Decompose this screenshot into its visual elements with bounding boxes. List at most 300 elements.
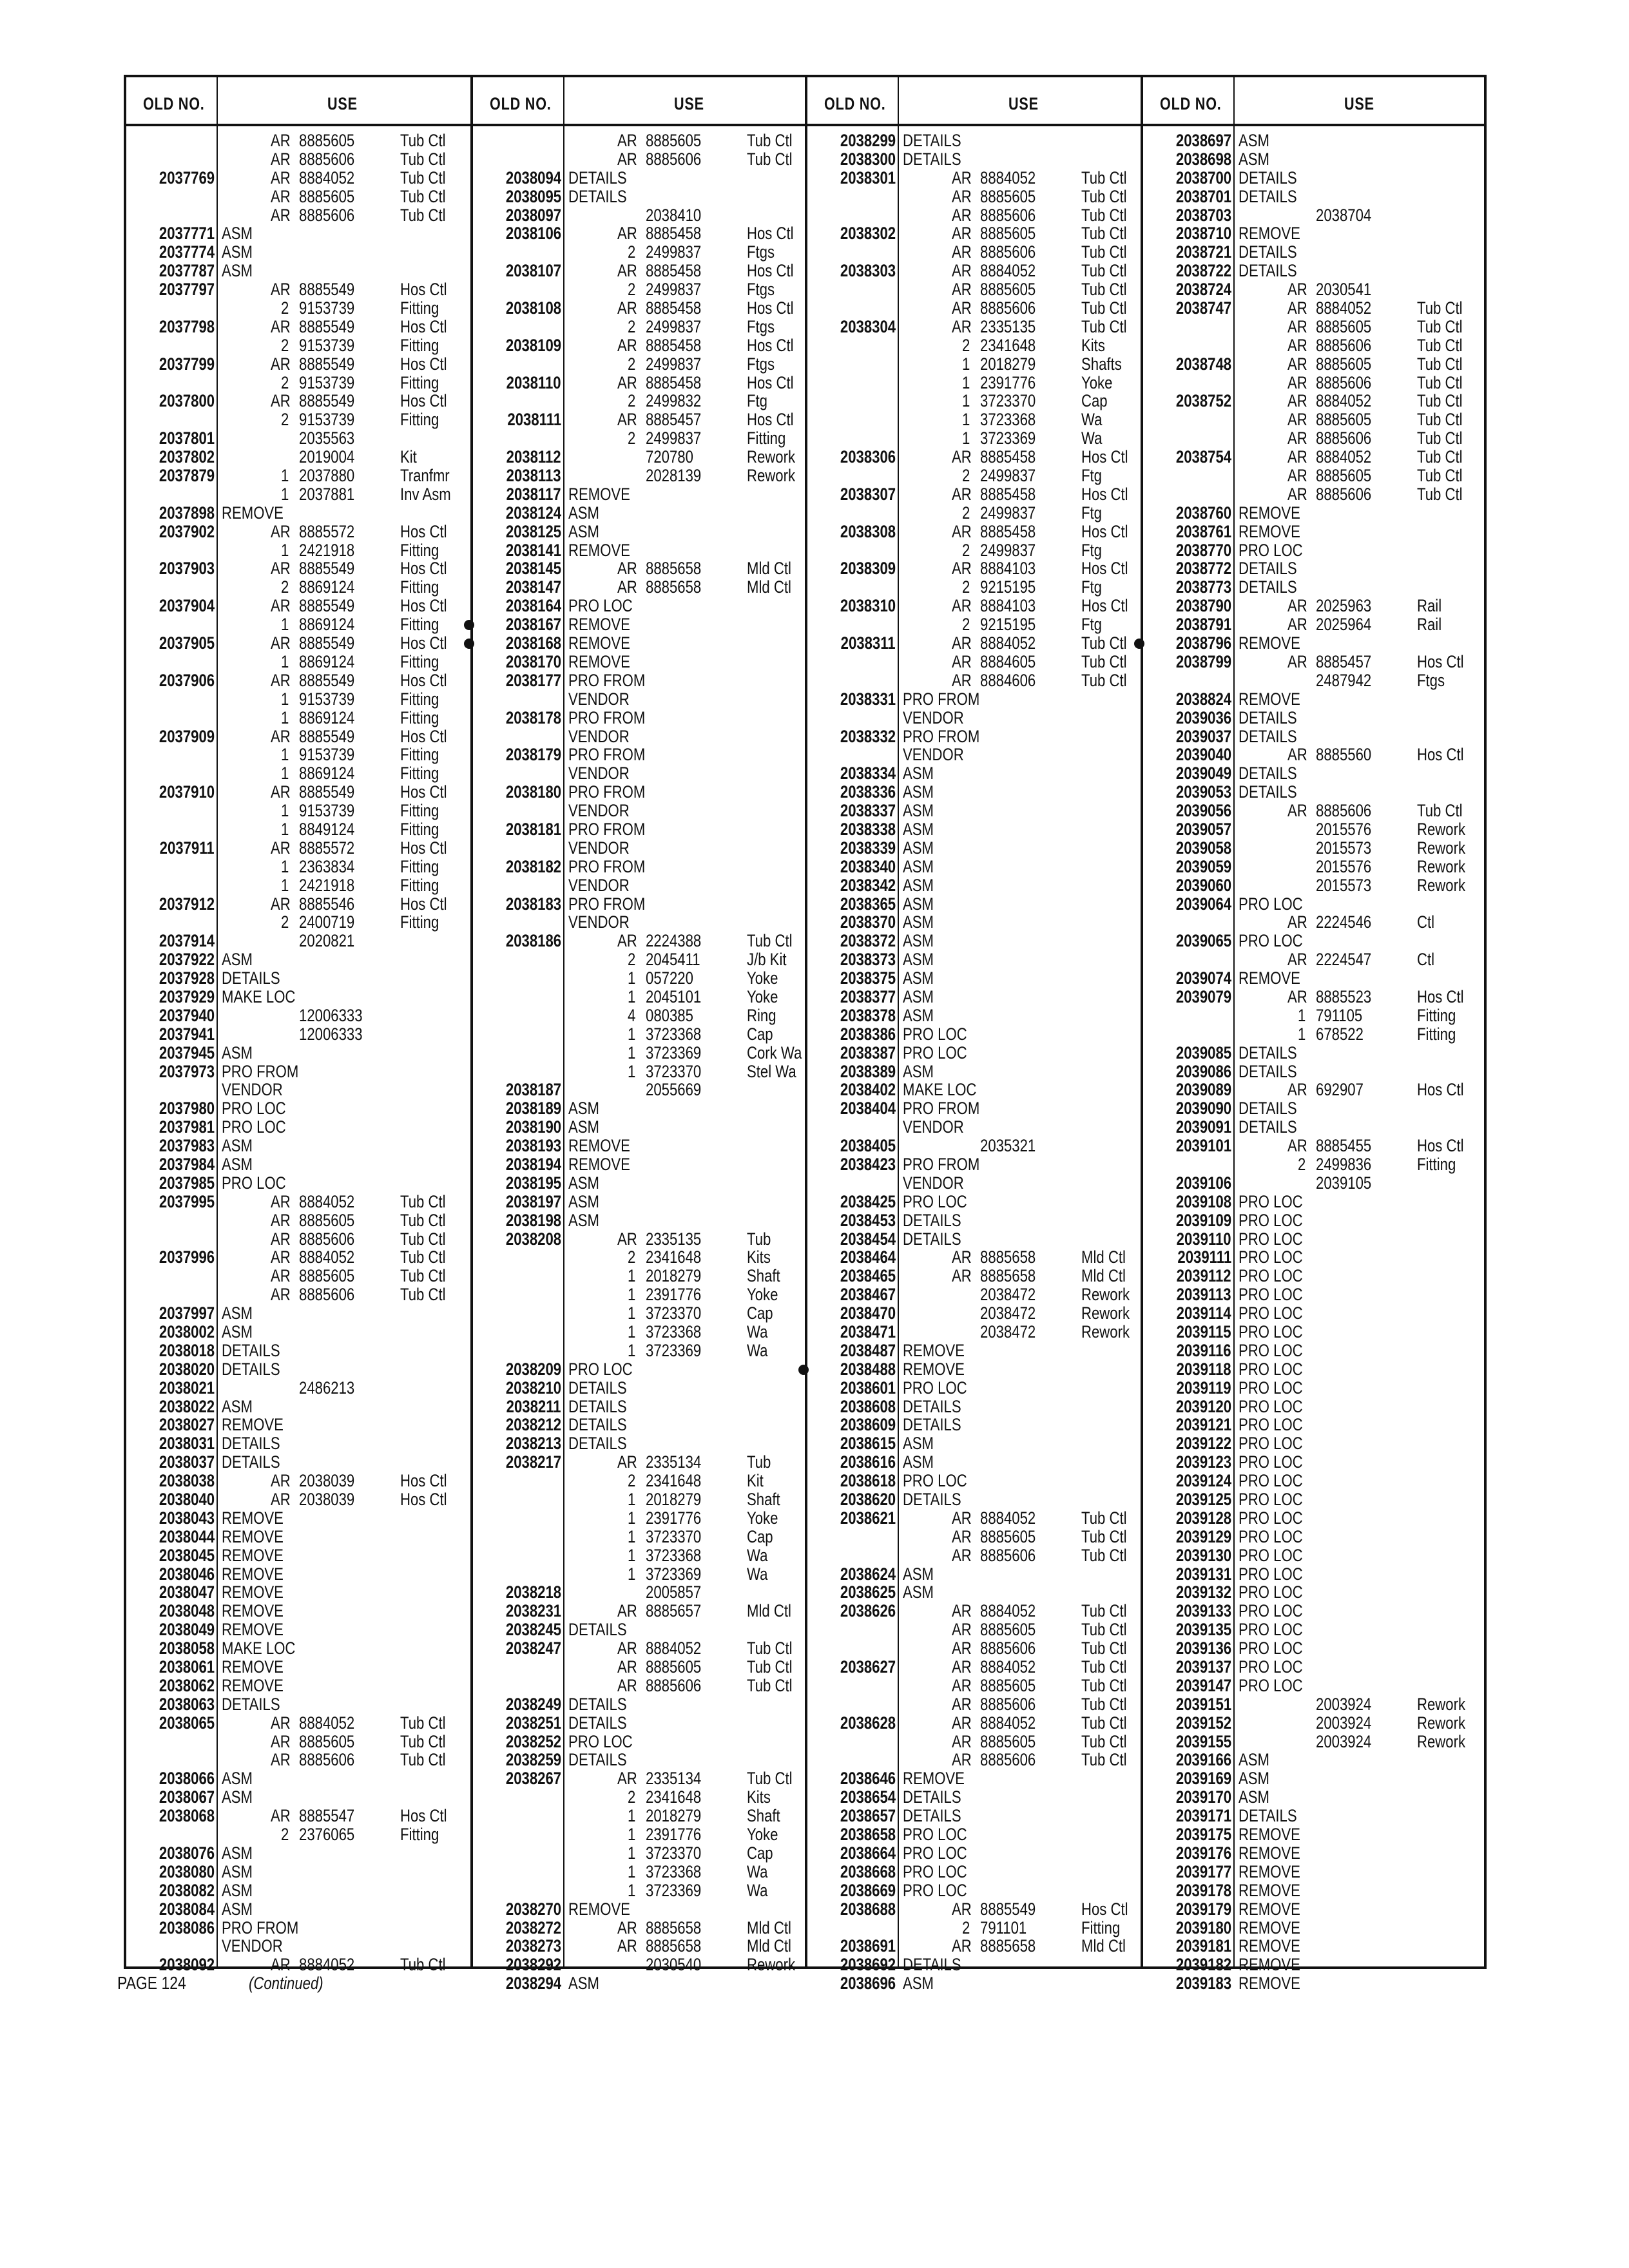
old-number: 2038703 — [1175, 205, 1231, 225]
old-number: 2038193 — [505, 1136, 561, 1156]
table-row — [1143, 578, 1487, 597]
part-description: Wa — [1081, 428, 1103, 448]
status-note: PRO LOC — [903, 1191, 967, 1211]
table-row — [807, 1304, 1143, 1323]
status-note: DETAILS — [903, 1396, 961, 1416]
table-row — [1143, 523, 1487, 541]
table-row — [1143, 1974, 1487, 1993]
table-row — [473, 374, 807, 392]
old-number: 2038092 — [159, 1955, 215, 1975]
new-part-number: 2037881 — [299, 484, 355, 504]
table-row — [126, 1956, 473, 1974]
table-row — [807, 1137, 1143, 1155]
old-number: 2037879 — [159, 466, 215, 486]
new-part-number: 8849124 — [299, 819, 355, 839]
status-note: DETAILS — [222, 968, 280, 988]
new-part-number: 8885605 — [646, 131, 702, 150]
table-row — [473, 932, 807, 950]
table-row — [807, 1490, 1143, 1509]
status-note: ASM — [903, 1564, 934, 1584]
old-number: 2038692 — [840, 1955, 896, 1975]
table-row — [1143, 1919, 1487, 1937]
table-row — [807, 1695, 1143, 1714]
part-description: Hos Ctl — [400, 521, 447, 541]
old-number: 2038218 — [505, 1582, 561, 1602]
table-row — [126, 1900, 473, 1919]
quantity: 1 — [628, 1825, 636, 1845]
quantity: 2 — [628, 1471, 636, 1491]
old-number: 2038147 — [505, 577, 561, 597]
old-number: 2038067 — [159, 1787, 215, 1807]
table-row — [1143, 1546, 1487, 1565]
table-row — [473, 1565, 807, 1584]
table-row — [1143, 1323, 1487, 1341]
old-number: 2038601 — [840, 1378, 896, 1398]
table-row — [126, 355, 473, 374]
table-row — [807, 709, 1143, 727]
old-number: 2038002 — [159, 1322, 215, 1341]
table-row — [807, 1602, 1143, 1620]
table-row — [473, 913, 807, 932]
table-row — [807, 1472, 1143, 1490]
table-row — [1143, 1751, 1487, 1769]
old-number: 2038304 — [840, 316, 896, 336]
new-part-number: 8885605 — [1316, 410, 1372, 430]
quantity: AR — [952, 521, 972, 541]
new-part-number: 2038472 — [980, 1303, 1036, 1323]
part-description: Hos Ctl — [747, 410, 794, 430]
table-row — [473, 1434, 807, 1453]
quantity: AR — [271, 838, 291, 858]
new-part-number: 2018279 — [646, 1490, 702, 1510]
status-note: DETAILS — [1239, 764, 1297, 783]
old-number: 2038231 — [505, 1601, 561, 1621]
status-note: ASM — [568, 521, 599, 541]
quantity: 2 — [962, 466, 970, 486]
table-row — [807, 1974, 1143, 1993]
table-row — [473, 1714, 807, 1733]
new-part-number: 2224547 — [1316, 950, 1372, 970]
part-description: Hos Ctl — [400, 559, 447, 579]
old-number: 2038307 — [840, 484, 896, 504]
new-part-number: 8885549 — [299, 726, 355, 746]
table-row — [473, 1509, 807, 1528]
status-note: ASM — [222, 242, 253, 262]
part-description: Fitting — [400, 745, 439, 765]
table-row — [126, 969, 473, 988]
table-row — [1143, 1081, 1487, 1099]
quantity: AR — [271, 894, 291, 914]
old-number: 2038302 — [840, 224, 896, 244]
old-number: 2038373 — [840, 950, 896, 970]
quantity: 1 — [281, 745, 289, 765]
table-row — [473, 1844, 807, 1863]
old-number: 2038488 — [840, 1359, 896, 1379]
status-note: ASM — [222, 1769, 253, 1789]
part-description: Tub Ctl — [400, 1210, 446, 1230]
old-number: 2038308 — [840, 521, 896, 541]
new-part-number: 8885658 — [980, 1936, 1036, 1956]
table-row — [473, 578, 807, 597]
status-note: DETAILS — [222, 1340, 280, 1360]
part-description: Shaft — [747, 1266, 780, 1286]
table-row — [126, 1398, 473, 1416]
old-number: 2038696 — [840, 1974, 896, 1994]
status-note: PRO LOC — [1239, 1601, 1303, 1621]
table-row — [126, 1714, 473, 1733]
part-description: Hos Ctl — [400, 280, 447, 300]
status-note: ASM — [222, 1303, 253, 1323]
status-note: VENDOR — [222, 1936, 283, 1956]
new-part-number: 8869124 — [299, 651, 355, 671]
table-row — [1143, 1769, 1487, 1788]
new-part-number: 8885606 — [1316, 372, 1372, 392]
old-number: 2039180 — [1175, 1917, 1231, 1937]
status-note: PRO LOC — [1239, 1210, 1303, 1230]
table-row — [807, 1006, 1143, 1025]
status-note: PRO LOC — [1239, 1657, 1303, 1677]
table-row — [126, 262, 473, 280]
old-number: 2038179 — [505, 745, 561, 765]
table-row — [1143, 1900, 1487, 1919]
quantity: AR — [1287, 372, 1307, 392]
old-number: 2037996 — [159, 1247, 215, 1267]
status-note: ASM — [903, 894, 934, 914]
old-number: 2039182 — [1175, 1955, 1231, 1975]
quantity: 1 — [1298, 1024, 1306, 1044]
new-part-number: 8885606 — [646, 1675, 702, 1695]
new-part-number: 8885457 — [1316, 651, 1372, 671]
new-part-number: 8884103 — [980, 559, 1036, 579]
status-note: REMOVE — [903, 1769, 965, 1789]
table-row — [126, 820, 473, 839]
table-row — [126, 504, 473, 523]
quantity: 1 — [628, 1545, 636, 1565]
quantity: AR — [271, 186, 291, 206]
table-row — [473, 1602, 807, 1620]
table-row — [473, 1863, 807, 1881]
table-row — [473, 131, 807, 150]
part-description: Tub Ctl — [400, 131, 446, 150]
table-row — [807, 280, 1143, 299]
table-row — [473, 597, 807, 615]
status-note: PRO LOC — [1239, 894, 1303, 914]
old-number: 2038342 — [840, 875, 896, 895]
status-note: VENDOR — [903, 707, 964, 727]
part-description: Fitting — [400, 615, 439, 635]
table-row — [807, 802, 1143, 820]
table-row — [1143, 1881, 1487, 1900]
table-row — [807, 578, 1143, 597]
quantity: 1 — [628, 1806, 636, 1826]
table-row — [1143, 1155, 1487, 1174]
table-row — [126, 1081, 473, 1099]
new-part-number: 8884052 — [980, 1713, 1036, 1733]
old-number: 2039090 — [1175, 1099, 1231, 1119]
old-number: 2038621 — [840, 1508, 896, 1528]
new-part-number: 2499837 — [980, 540, 1036, 560]
quantity: 1 — [281, 689, 289, 709]
quantity: 1 — [628, 1043, 636, 1062]
new-part-number: 2028139 — [646, 466, 702, 486]
table-row — [1143, 1472, 1487, 1490]
bullet-icon — [1134, 639, 1144, 649]
part-description: Shaft — [747, 1490, 780, 1510]
part-description: Cap — [747, 1843, 773, 1863]
old-number: 2038294 — [505, 1974, 561, 1994]
table-row — [1143, 709, 1487, 727]
quantity: 2 — [281, 1825, 289, 1845]
status-note: REMOVE — [903, 1340, 965, 1360]
table-row — [473, 1416, 807, 1434]
new-part-number: 8885657 — [646, 1601, 702, 1621]
new-part-number: 2499837 — [646, 316, 702, 336]
old-number: 2037801 — [159, 428, 215, 448]
part-description: Ftg — [1081, 540, 1102, 560]
table-row — [473, 1118, 807, 1137]
quantity: AR — [1287, 391, 1307, 411]
quantity: 1 — [628, 1322, 636, 1341]
table-row — [473, 559, 807, 578]
table-row — [126, 280, 473, 299]
table-row — [1143, 1434, 1487, 1453]
new-part-number: 8885549 — [299, 670, 355, 690]
table-row — [473, 1937, 807, 1956]
table-row — [126, 1769, 473, 1788]
old-number: 2038178 — [505, 707, 561, 727]
quantity: 1 — [281, 819, 289, 839]
status-note: PRO LOC — [903, 1043, 967, 1062]
old-number: 2038084 — [159, 1899, 215, 1919]
old-number: 2039128 — [1175, 1508, 1231, 1528]
old-number: 2039106 — [1175, 1173, 1231, 1193]
old-number: 2038365 — [840, 894, 896, 914]
new-part-number: 8885523 — [1316, 986, 1372, 1006]
table-row — [1143, 1528, 1487, 1546]
old-number: 2037898 — [159, 503, 215, 523]
table-row — [1143, 187, 1487, 206]
table-row — [807, 634, 1143, 653]
old-number: 2039129 — [1175, 1526, 1231, 1546]
new-part-number: 8885549 — [299, 782, 355, 802]
table-row — [126, 1919, 473, 1937]
table-row — [473, 1304, 807, 1323]
new-part-number: 8885457 — [646, 410, 702, 430]
part-description: Tub Ctl — [1081, 633, 1127, 653]
table-row — [473, 1583, 807, 1602]
quantity: AR — [1287, 801, 1307, 821]
old-number: 2037902 — [159, 521, 215, 541]
table-row — [126, 374, 473, 392]
status-note: REMOVE — [568, 1154, 630, 1174]
table-row — [807, 1677, 1143, 1695]
table-row — [126, 1639, 473, 1658]
old-number: 2038068 — [159, 1806, 215, 1826]
table-row — [807, 1081, 1143, 1099]
quantity: 2 — [628, 391, 636, 411]
part-description: Hos Ctl — [400, 354, 447, 374]
old-number: 2038021 — [159, 1378, 215, 1398]
new-part-number: 8884605 — [980, 651, 1036, 671]
new-part-number: 8885458 — [646, 298, 702, 318]
part-description: Tub Ctl — [400, 1731, 446, 1751]
table-row — [473, 1025, 807, 1044]
new-part-number: 2038039 — [299, 1471, 355, 1491]
new-part-number: 2335135 — [646, 1229, 702, 1249]
quantity: 2 — [962, 577, 970, 597]
old-number: 2038423 — [840, 1154, 896, 1174]
old-number: 2039114 — [1177, 1303, 1231, 1323]
part-description: Tub — [747, 1452, 771, 1472]
quantity: AR — [952, 1731, 972, 1751]
status-note: MAKE LOC — [222, 1639, 296, 1658]
table-row — [807, 559, 1143, 578]
new-part-number: 2038410 — [646, 205, 702, 225]
old-number: 2039085 — [1175, 1043, 1231, 1062]
part-description: Tub Ctl — [1417, 354, 1463, 374]
table-row — [807, 839, 1143, 858]
quantity: AR — [952, 205, 972, 225]
new-part-number: 8884103 — [980, 596, 1036, 616]
table-row — [473, 355, 807, 374]
status-note: PRO LOC — [1239, 1247, 1303, 1267]
new-part-number: 8885458 — [646, 224, 702, 244]
table-row — [807, 969, 1143, 988]
old-number: 2038108 — [505, 298, 561, 318]
status-note: REMOVE — [568, 1136, 630, 1156]
table-row — [807, 1583, 1143, 1602]
old-number: 2038310 — [840, 596, 896, 616]
status-note: DETAILS — [1239, 707, 1297, 727]
part-description: Tub Ctl — [1081, 1713, 1127, 1733]
new-part-number: 8885605 — [1316, 466, 1372, 486]
old-number: 2039057 — [1175, 819, 1231, 839]
status-note: PRO LOC — [1239, 1396, 1303, 1416]
part-description: Tub Ctl — [400, 186, 446, 206]
part-description: J/b Kit — [747, 950, 787, 970]
quantity: AR — [271, 1191, 291, 1211]
status-note: PRO LOC — [1239, 1303, 1303, 1323]
old-number: 2037983 — [159, 1136, 215, 1156]
table-row — [126, 745, 473, 764]
old-number: 2039115 — [1177, 1322, 1231, 1341]
new-part-number: 2499837 — [980, 503, 1036, 523]
status-note: PRO FROM — [568, 670, 646, 690]
old-number: 2038247 — [505, 1639, 561, 1658]
part-description: Hos Ctl — [1417, 745, 1464, 765]
quantity: AR — [271, 1247, 291, 1267]
table-row — [473, 1528, 807, 1546]
status-note: REMOVE — [903, 1359, 965, 1379]
status-note: PRO LOC — [1239, 1582, 1303, 1602]
old-number: 2037800 — [159, 391, 215, 411]
table-row — [807, 1807, 1143, 1825]
new-part-number: 8885606 — [299, 1285, 355, 1305]
quantity: AR — [271, 521, 291, 541]
header-use: USE — [1008, 94, 1039, 113]
part-description: Hos Ctl — [747, 335, 794, 355]
table-row — [1143, 169, 1487, 187]
table-row — [126, 988, 473, 1006]
part-description: Tub Ctl — [1081, 1508, 1127, 1528]
quantity: AR — [952, 1675, 972, 1695]
table-row — [807, 1211, 1143, 1230]
part-description: Rework — [1081, 1285, 1130, 1305]
old-number: 2038198 — [505, 1210, 561, 1230]
status-note: ASM — [568, 1117, 599, 1137]
status-note: DETAILS — [1239, 577, 1297, 597]
table-row — [126, 1788, 473, 1807]
table-row — [807, 1733, 1143, 1751]
quantity: AR — [271, 1471, 291, 1491]
old-number: 2038389 — [840, 1061, 896, 1081]
part-description: Fitting — [400, 298, 439, 318]
quantity: 1 — [281, 764, 289, 783]
table-row — [473, 392, 807, 410]
status-note: PRO FROM — [568, 745, 646, 765]
part-description: Hos Ctl — [747, 261, 794, 281]
table-row — [473, 690, 807, 709]
old-number: 2038700 — [1175, 168, 1231, 187]
status-note: PRO LOC — [903, 1471, 967, 1491]
table-row — [473, 1341, 807, 1360]
table-row — [126, 1863, 473, 1881]
old-number: 2037981 — [159, 1117, 215, 1137]
table-row — [126, 1565, 473, 1584]
quantity: 1 — [628, 986, 636, 1006]
new-part-number: 2224546 — [1316, 912, 1372, 932]
new-part-number: 8884606 — [980, 670, 1036, 690]
table-row — [1143, 671, 1487, 690]
status-note: PRO LOC — [903, 1880, 967, 1900]
table-row — [1143, 504, 1487, 523]
status-note: DETAILS — [903, 1210, 961, 1230]
status-note: VENDOR — [568, 689, 630, 709]
part-description: Fitting — [1417, 1024, 1456, 1044]
new-part-number: 8885658 — [646, 559, 702, 579]
quantity: 1 — [628, 1285, 636, 1305]
status-note: PRO LOC — [222, 1117, 286, 1137]
table-row — [807, 169, 1143, 187]
quantity: AR — [1287, 950, 1307, 970]
old-number: 2038145 — [505, 559, 561, 579]
old-number: 2038668 — [840, 1861, 896, 1881]
quantity: AR — [617, 149, 637, 169]
table-row — [473, 709, 807, 727]
part-description: Hos Ctl — [1081, 521, 1128, 541]
part-description: Fitting — [747, 428, 786, 448]
status-note: DETAILS — [568, 1750, 627, 1770]
quantity: 1 — [628, 1303, 636, 1323]
old-number: 2038697 — [1175, 131, 1231, 150]
new-part-number: 8885549 — [299, 391, 355, 411]
header-old-no: OLD NO. — [490, 94, 552, 113]
old-number: 2038106 — [505, 224, 561, 244]
table-row — [1143, 727, 1487, 746]
status-note: ASM — [568, 1191, 599, 1211]
old-number: 2039155 — [1175, 1731, 1231, 1751]
old-number: 2038691 — [840, 1936, 896, 1956]
quantity: 1 — [281, 856, 289, 876]
status-note: PRO LOC — [1239, 931, 1303, 951]
part-description: Yoke — [747, 1285, 778, 1305]
bullet-icon — [798, 1365, 809, 1375]
table-row — [473, 1695, 807, 1714]
quantity: AR — [271, 559, 291, 579]
part-description: Tub Ctl — [1417, 298, 1463, 318]
status-note: PRO FROM — [222, 1061, 299, 1081]
rows — [807, 131, 1143, 1993]
